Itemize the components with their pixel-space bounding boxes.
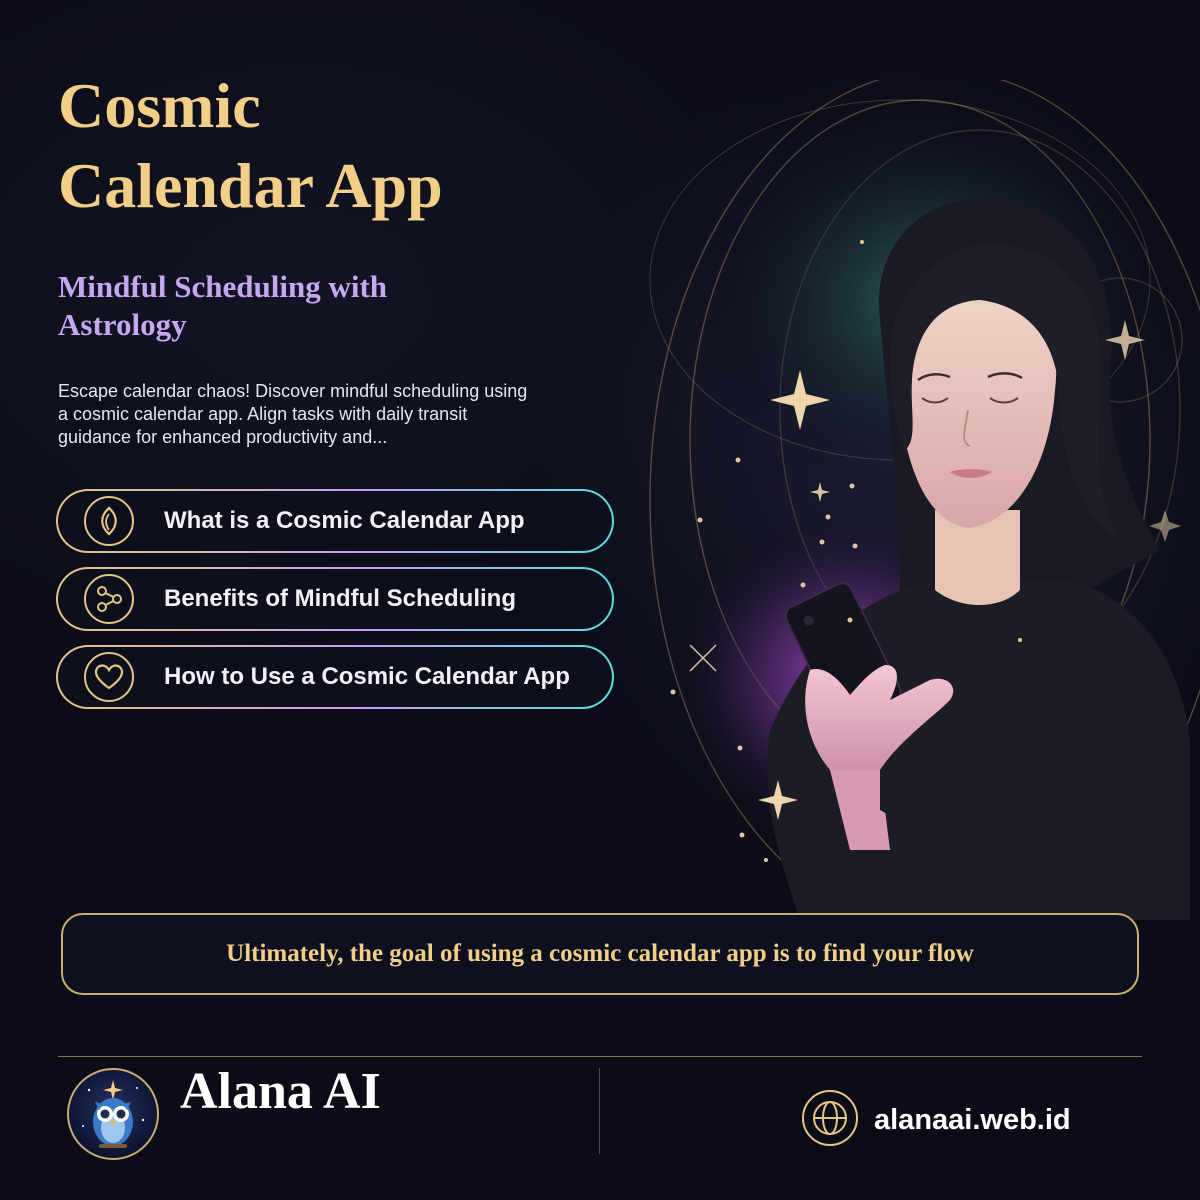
toc-label: How to Use a Cosmic Calendar App <box>164 663 570 690</box>
table-of-contents <box>56 489 614 723</box>
heart-icon <box>84 652 134 702</box>
website-link[interactable]: alanaai.web.id <box>874 1104 1071 1136</box>
globe-icon <box>802 1090 858 1146</box>
woman-with-phone-illustration <box>600 80 1200 920</box>
page-subtitle: Mindful Scheduling with Astrology <box>58 269 388 342</box>
intro-text: Escape calendar chaos! Discover mindful scheduling using a cosmic calendar app. Align tasks with daily transit guidance for enhanced productivity and... <box>58 381 528 447</box>
toc-label: Benefits of Mindful Scheduling <box>164 585 516 612</box>
owl-avatar <box>67 1068 159 1160</box>
leaf-icon <box>84 496 134 546</box>
brand-name: Alana AI <box>180 1063 381 1120</box>
footer-divider <box>58 1056 1142 1057</box>
toc-item-what-is[interactable] <box>56 489 614 553</box>
footer-vertical-divider <box>599 1068 600 1154</box>
share-icon <box>84 574 134 624</box>
toc-item-benefits[interactable] <box>56 567 614 631</box>
toc-item-how-to-use[interactable] <box>56 645 614 709</box>
toc-label: What is a Cosmic Calendar App <box>164 507 525 534</box>
quote-banner: Ultimately, the goal of using a cosmic calendar app is to find your flow <box>61 913 1139 995</box>
page-title <box>58 66 578 226</box>
title-line-1: Cosmic <box>58 70 261 141</box>
title-line-2: Calendar App <box>58 150 443 221</box>
